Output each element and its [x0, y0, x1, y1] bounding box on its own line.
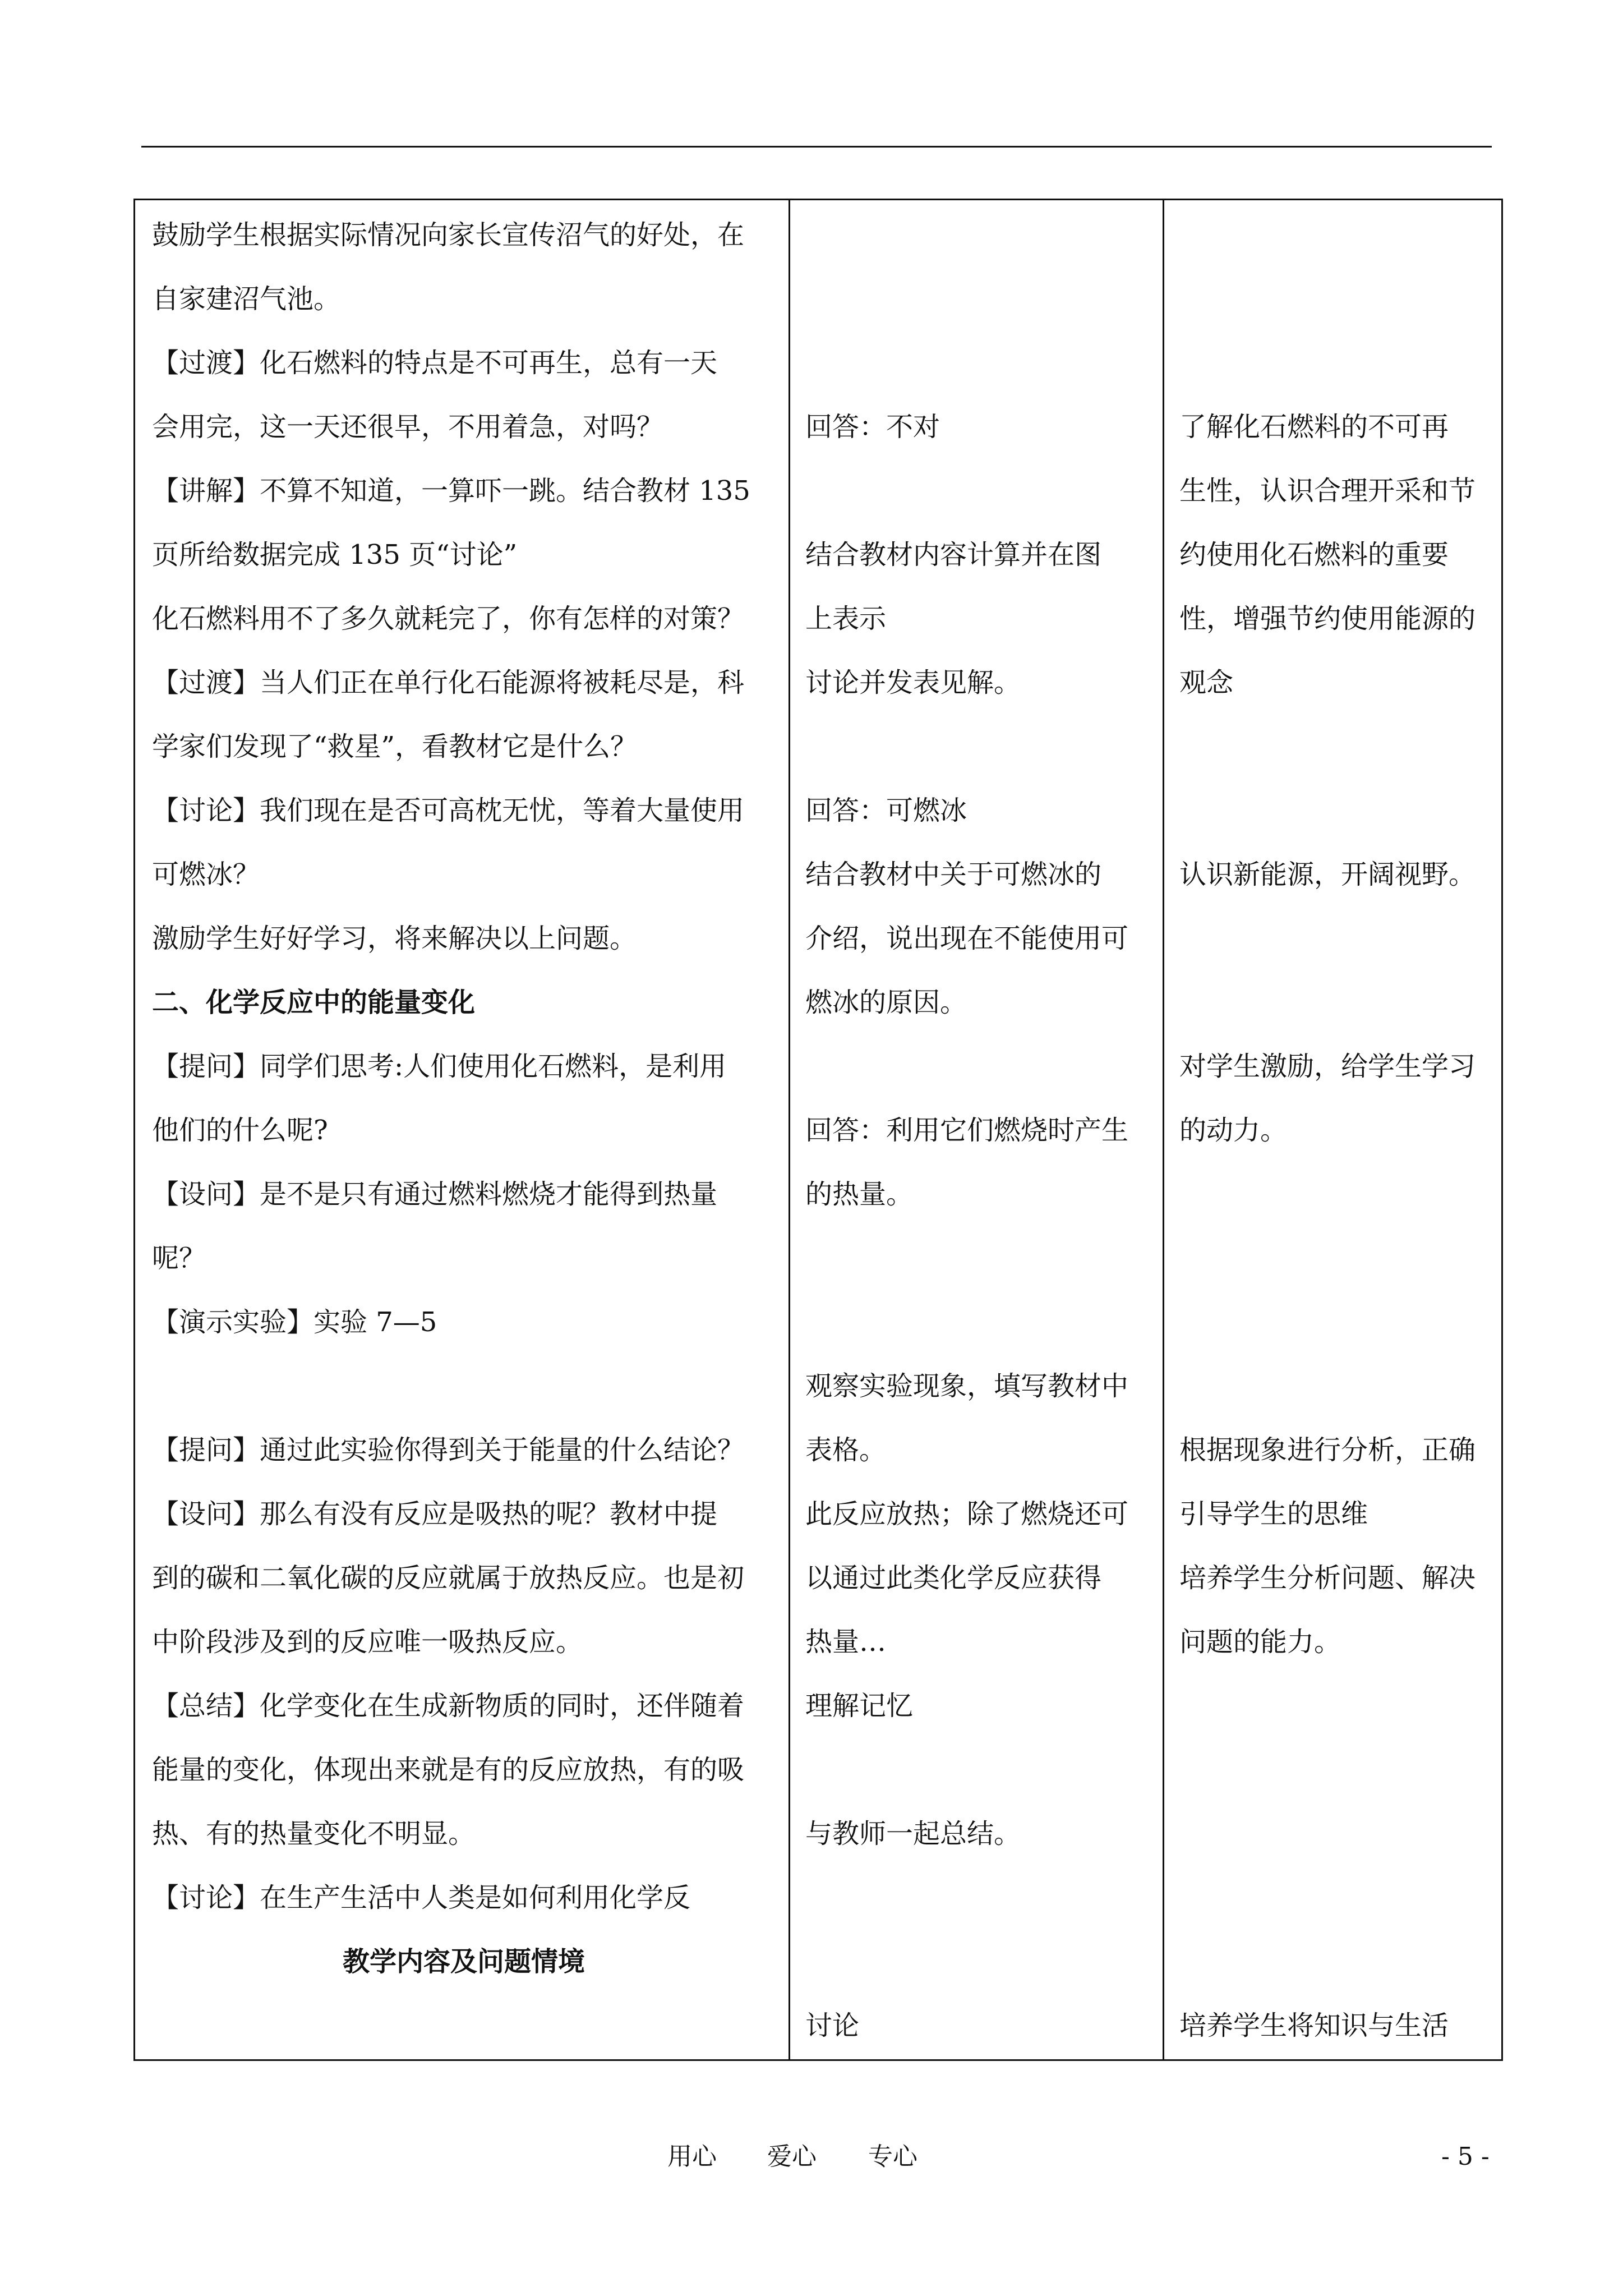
col3-line: 引导学生的思维	[1179, 1498, 1368, 1530]
page-number: - 5 -	[1441, 2142, 1490, 2171]
col1-line: 二、化学反应中的能量变化	[152, 987, 476, 1018]
column-divider-2	[1163, 200, 1164, 2059]
col3-line: 培养学生分析问题、解决	[1179, 1562, 1476, 1594]
col2-line: 讨论	[805, 2010, 860, 2041]
col1-line: 【讨论】我们现在是否可高枕无忧，等着大量使用	[152, 795, 745, 826]
col2-line: 与教师一起总结。	[805, 1818, 1021, 1849]
col2-line: 燃冰的原因。	[805, 987, 967, 1018]
col3-line: 的动力。	[1179, 1115, 1288, 1146]
col1-line: 激励学生好好学习，将来解决以上问题。	[152, 923, 637, 954]
col2-line: 介绍，说出现在不能使用可	[805, 923, 1129, 954]
col1-line: 热、有的热量变化不明显。	[152, 1818, 476, 1849]
col3-line: 了解化石燃料的不可再	[1179, 411, 1449, 443]
col2-line: 的热量。	[805, 1179, 914, 1210]
col3-line: 观念	[1179, 667, 1234, 698]
col1-line: 能量的变化，体现出来就是有的反应放热，有的吸	[152, 1754, 745, 1786]
col1-line: 他们的什么呢?	[152, 1115, 328, 1146]
col2-line: 观察实验现象，填写教材中	[805, 1370, 1129, 1402]
col1-line: 【设问】是不是只有通过燃料燃烧才能得到热量	[152, 1179, 718, 1210]
col3-line: 约使用化石燃料的重要	[1179, 539, 1449, 570]
col1-line: 到的碳和二氧化碳的反应就属于放热反应。也是初	[152, 1562, 745, 1594]
col2-line: 回答：不对	[805, 411, 940, 443]
col3-line: 认识新能源，开阔视野。	[1179, 859, 1476, 890]
header-rule	[141, 146, 1492, 148]
col3-line: 性，增强节约使用能源的	[1179, 603, 1476, 634]
col2-line: 上表示	[805, 603, 887, 634]
col2-line: 理解记忆	[805, 1690, 914, 1722]
col2-line: 结合教材内容计算并在图	[805, 539, 1102, 570]
col3-line: 问题的能力。	[1179, 1626, 1341, 1658]
col1-line: 可燃冰？	[152, 859, 260, 890]
col3-line: 对学生激励，给学生学习	[1179, 1051, 1476, 1082]
col1-line: 教学内容及问题情境	[343, 1946, 585, 1977]
col2-line: 讨论并发表见解。	[805, 667, 1021, 698]
col1-line: 【总结】化学变化在生成新物质的同时，还伴随着	[152, 1690, 745, 1722]
footer-motto-3: 专心	[868, 2142, 917, 2171]
col2-line: 表格。	[805, 1434, 887, 1466]
col1-line: 【提问】通过此实验你得到关于能量的什么结论？	[152, 1434, 745, 1466]
col1-line: 学家们发现了“救星”，看教材它是什么？	[152, 731, 638, 762]
col1-line: 化石燃料用不了多久就耗完了，你有怎样的对策？	[152, 603, 745, 634]
col3-line: 培养学生将知识与生活	[1179, 2010, 1449, 2041]
footer-motto-1: 用心	[667, 2142, 717, 2171]
col2-line: 此反应放热；除了燃烧还可	[805, 1498, 1129, 1530]
col1-line: 会用完，这一天还很早，不用着急，对吗？	[152, 411, 664, 443]
col1-line: 中阶段涉及到的反应唯一吸热反应。	[152, 1626, 583, 1658]
col1-line: 【过渡】化石燃料的特点是不可再生，总有一天	[152, 347, 718, 379]
footer-motto-2: 爱心	[767, 2142, 817, 2171]
column-divider-1	[789, 200, 790, 2059]
col1-line: 【演示实验】实验 7—5	[152, 1306, 437, 1338]
col1-line: 呢？	[152, 1243, 206, 1274]
col1-line: 鼓励学生根据实际情况向家长宣传沼气的好处，在	[152, 219, 745, 251]
lesson-plan-table	[133, 199, 1503, 2061]
col1-line: 【设问】那么有没有反应是吸热的呢？教材中提	[152, 1498, 718, 1530]
col1-line: 页所给数据完成 135 页“讨论”	[152, 539, 518, 570]
col1-line: 【讨论】在生产生活中人类是如何利用化学反	[152, 1882, 691, 1913]
col1-line: 【讲解】不算不知道，一算吓一跳。结合教材 135	[152, 475, 750, 507]
col1-line: 【过渡】当人们正在单行化石能源将被耗尽是，科	[152, 667, 745, 698]
col3-line: 根据现象进行分析，正确	[1179, 1434, 1476, 1466]
col2-line: 热量…	[805, 1626, 887, 1658]
col1-line: 【提问】同学们思考:人们使用化石燃料，是利用	[152, 1051, 727, 1082]
col2-line: 回答：利用它们燃烧时产生	[805, 1115, 1129, 1146]
col3-line: 生性，认识合理开采和节	[1179, 475, 1476, 507]
col2-line: 以通过此类化学反应获得	[805, 1562, 1102, 1594]
col2-line: 结合教材中关于可燃冰的	[805, 859, 1102, 890]
col2-line: 回答：可燃冰	[805, 795, 967, 826]
col1-line: 自家建沼气池。	[152, 283, 341, 315]
